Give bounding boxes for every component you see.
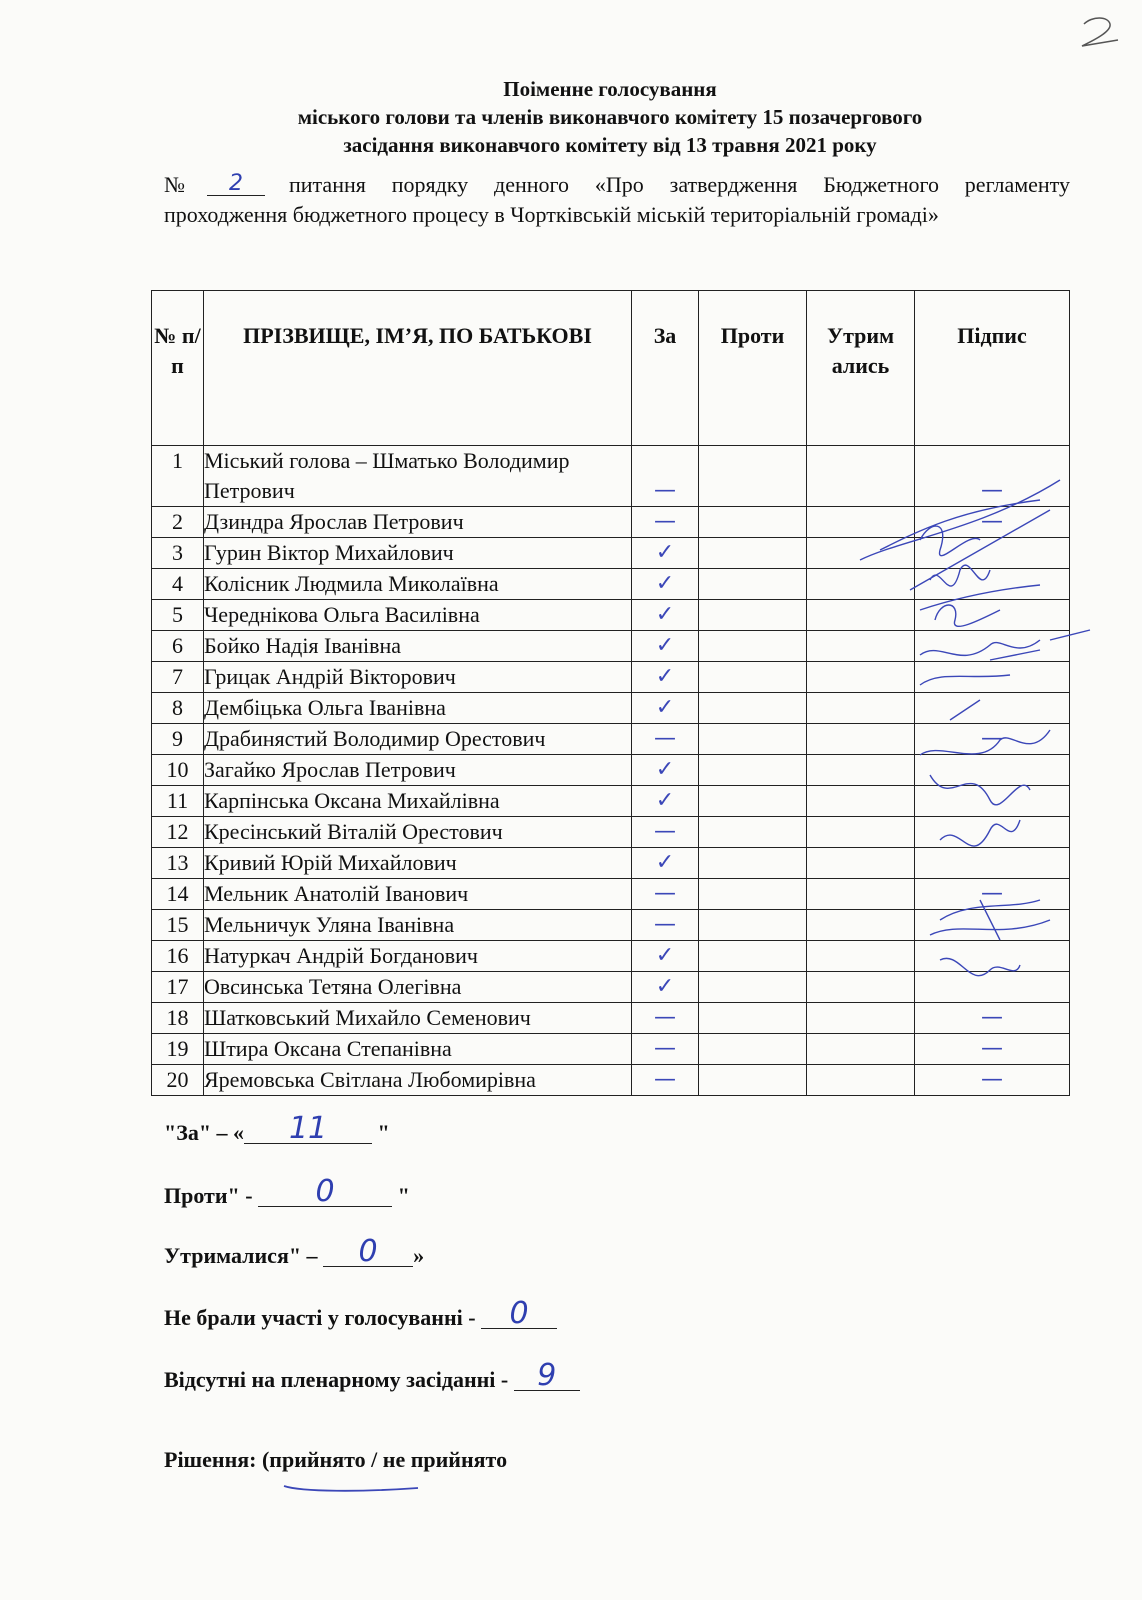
signature-cell — [915, 910, 1070, 941]
summary-decision-label: Рішення: (прийнято / не прийнято — [164, 1447, 508, 1472]
header-number: № п/ п — [152, 291, 204, 446]
member-name: Кресінський Віталій Орестович — [204, 817, 632, 848]
header-abstained: Утрим ались — [807, 291, 915, 446]
signature-cell — [915, 848, 1070, 879]
decision-underline-mark — [282, 1480, 422, 1499]
member-name: Кривий Юрій Михайлович — [204, 848, 632, 879]
member-name: Мельник Анатолій Іванович — [204, 879, 632, 910]
signature-cell — [915, 755, 1070, 786]
vote-for-mark: — — [632, 724, 699, 755]
vote-abstained-cell — [807, 817, 915, 848]
header-signature: Підпис — [915, 291, 1070, 446]
table-row — [152, 1003, 1070, 1034]
summary-not-voted — [164, 1296, 557, 1332]
member-name: Штира Оксана Степанівна — [204, 1034, 632, 1065]
signature-cell — [915, 693, 1070, 724]
vote-against-cell — [699, 817, 807, 848]
vote-for-mark: ✓ — [632, 662, 699, 693]
vote-abstained-cell — [807, 972, 915, 1003]
vote-against-cell — [699, 941, 807, 972]
vote-for-mark: ✓ — [632, 631, 699, 662]
vote-against-cell — [699, 972, 807, 1003]
table-row — [152, 693, 1070, 724]
table-row — [152, 1065, 1070, 1096]
signature-cell — [915, 817, 1070, 848]
vote-against-cell — [699, 848, 807, 879]
row-number: 9 — [152, 724, 204, 755]
row-number: 1 — [152, 446, 204, 507]
title-line-3: засідання виконавчого комітету від 13 травня 2021 року — [343, 133, 877, 157]
title-line-1: Поіменне голосування — [503, 77, 717, 101]
row-number: 10 — [152, 755, 204, 786]
vote-abstained-cell — [807, 446, 915, 507]
row-number: 19 — [152, 1034, 204, 1065]
vote-abstained-cell — [807, 910, 915, 941]
summary-for-label: "За" – « — [164, 1120, 245, 1145]
signature-cell: — — [915, 1003, 1070, 1034]
vote-abstained-cell — [807, 1003, 915, 1034]
vote-against-cell — [699, 910, 807, 941]
vote-against-cell — [699, 879, 807, 910]
table-row — [152, 941, 1070, 972]
summary-against — [164, 1174, 410, 1210]
row-number: 6 — [152, 631, 204, 662]
vote-for-mark: — — [632, 1003, 699, 1034]
vote-against-cell — [699, 662, 807, 693]
table-row — [152, 446, 1070, 507]
vote-table — [151, 290, 1070, 1096]
vote-for-mark: ✓ — [632, 569, 699, 600]
vote-for-mark: ✓ — [632, 972, 699, 1003]
summary-not-voted-label: Не брали участі у голосуванні - — [164, 1305, 482, 1330]
vote-for-mark: — — [632, 910, 699, 941]
member-name: Міський голова – Шматько Володимир Петрович — [204, 446, 632, 507]
vote-abstained-cell — [807, 693, 915, 724]
signature-cell: — — [915, 1065, 1070, 1096]
signature-cell: — — [915, 879, 1070, 910]
member-name: Гурин Віктор Михайлович — [204, 538, 632, 569]
vote-against-cell — [699, 631, 807, 662]
vote-abstained-cell — [807, 507, 915, 538]
table-row — [152, 631, 1070, 662]
vote-against-cell — [699, 755, 807, 786]
vote-abstained-cell — [807, 786, 915, 817]
table-row — [152, 538, 1070, 569]
table-row — [152, 786, 1070, 817]
table-header-row — [152, 291, 1070, 446]
vote-against-cell — [699, 724, 807, 755]
vote-abstained-cell — [807, 1065, 915, 1096]
member-name: Дзиндра Ярослав Петрович — [204, 507, 632, 538]
row-number: 3 — [152, 538, 204, 569]
signature-cell — [915, 972, 1070, 1003]
table-row — [152, 817, 1070, 848]
document-title — [140, 75, 1080, 159]
vote-for-mark: ✓ — [632, 848, 699, 879]
vote-for-mark: ✓ — [632, 941, 699, 972]
vote-for-mark: ✓ — [632, 600, 699, 631]
row-number: 8 — [152, 693, 204, 724]
vote-for-mark: — — [632, 879, 699, 910]
number-sign: № — [164, 172, 185, 197]
member-name: Грицак Андрій Вікторович — [204, 662, 632, 693]
vote-for-mark: — — [632, 1065, 699, 1096]
signature-cell: — — [915, 1034, 1070, 1065]
vote-abstained-cell — [807, 941, 915, 972]
table-row — [152, 910, 1070, 941]
vote-for-mark: — — [632, 1034, 699, 1065]
member-name: Натуркач Андрій Богданович — [204, 941, 632, 972]
vote-against-cell — [699, 538, 807, 569]
vote-against-cell — [699, 600, 807, 631]
table-row — [152, 600, 1070, 631]
row-number: 5 — [152, 600, 204, 631]
summary-abstained-label: Утрималися" – — [164, 1243, 324, 1268]
signature-cell — [915, 941, 1070, 972]
vote-against-cell — [699, 1034, 807, 1065]
vote-against-cell — [699, 1065, 807, 1096]
vote-abstained-cell — [807, 538, 915, 569]
row-number: 17 — [152, 972, 204, 1003]
member-name: Череднікова Ольга Василівна — [204, 600, 632, 631]
row-number: 18 — [152, 1003, 204, 1034]
summary-absent — [164, 1358, 580, 1394]
table-row — [152, 569, 1070, 600]
vote-abstained-cell — [807, 569, 915, 600]
table-row — [152, 972, 1070, 1003]
member-name: Овсинська Тетяна Олегівна — [204, 972, 632, 1003]
vote-abstained-cell — [807, 755, 915, 786]
row-number: 12 — [152, 817, 204, 848]
row-number: 14 — [152, 879, 204, 910]
signature-cell — [915, 600, 1070, 631]
vote-for-mark: — — [632, 507, 699, 538]
summary-against-value: 0 — [258, 1178, 392, 1207]
vote-for-mark: ✓ — [632, 693, 699, 724]
vote-abstained-cell — [807, 1034, 915, 1065]
table-row — [152, 662, 1070, 693]
agenda-text: питання порядку денного «Про затвердження Бюджетного регламенту проходження бюджетного процесу в Чортківській міській територіальній громаді» — [164, 172, 1070, 227]
signature-cell — [915, 631, 1070, 662]
vote-abstained-cell — [807, 662, 915, 693]
vote-abstained-cell — [807, 631, 915, 662]
vote-against-cell — [699, 446, 807, 507]
signature-cell: — — [915, 446, 1070, 507]
vote-abstained-cell — [807, 600, 915, 631]
member-name: Загайко Ярослав Петрович — [204, 755, 632, 786]
member-name: Бойко Надія Іванівна — [204, 631, 632, 662]
vote-abstained-cell — [807, 724, 915, 755]
signature-cell — [915, 786, 1070, 817]
summary-absent-label: Відсутні на пленарному засіданні - — [164, 1367, 514, 1392]
vote-against-cell — [699, 507, 807, 538]
question-number: 2 — [207, 173, 265, 196]
vote-for-mark: ✓ — [632, 755, 699, 786]
summary-abstained-end: » — [413, 1243, 425, 1268]
member-name: Колісник Людмила Миколаївна — [204, 569, 632, 600]
row-number: 15 — [152, 910, 204, 941]
row-number: 16 — [152, 941, 204, 972]
member-name: Мельничук Уляна Іванівна — [204, 910, 632, 941]
vote-abstained-cell — [807, 879, 915, 910]
header-for: За — [632, 291, 699, 446]
vote-for-mark: — — [632, 817, 699, 848]
row-number: 4 — [152, 569, 204, 600]
table-row — [152, 1034, 1070, 1065]
member-name: Драбинястий Володимир Орестович — [204, 724, 632, 755]
summary-for — [164, 1111, 390, 1147]
row-number: 7 — [152, 662, 204, 693]
summary-abstained — [164, 1234, 425, 1270]
summary-absent-value: 9 — [514, 1362, 580, 1391]
summary-decision — [164, 1446, 507, 1474]
vote-against-cell — [699, 569, 807, 600]
member-name: Карпінська Оксана Михайлівна — [204, 786, 632, 817]
header-against: Проти — [699, 291, 807, 446]
table-row — [152, 507, 1070, 538]
row-number: 13 — [152, 848, 204, 879]
row-number: 11 — [152, 786, 204, 817]
title-line-2: міського голови та членів виконавчого комітету 15 позачергового — [297, 105, 923, 129]
table-row — [152, 879, 1070, 910]
member-name: Яремовська Світлана Любомирівна — [204, 1065, 632, 1096]
signature-cell: — — [915, 724, 1070, 755]
vote-abstained-cell — [807, 848, 915, 879]
vote-against-cell — [699, 693, 807, 724]
vote-for-mark: — — [632, 446, 699, 507]
table-row — [152, 848, 1070, 879]
member-name: Дембіцька Ольга Іванівна — [204, 693, 632, 724]
table-row — [152, 755, 1070, 786]
member-name: Шатковський Михайло Семенович — [204, 1003, 632, 1034]
signature-cell — [915, 662, 1070, 693]
table-row — [152, 724, 1070, 755]
header-name: ПРІЗВИЩЕ, ІМ’Я, ПО БАТЬКОВІ — [204, 291, 632, 446]
summary-against-label: Проти" - — [164, 1183, 259, 1208]
page-number-mark — [1078, 14, 1128, 55]
summary-for-end: " — [372, 1120, 390, 1145]
vote-for-mark: ✓ — [632, 538, 699, 569]
vote-for-mark: ✓ — [632, 786, 699, 817]
summary-for-value: 11 — [244, 1115, 372, 1144]
summary-against-end: " — [392, 1183, 410, 1208]
summary-not-voted-value: 0 — [481, 1300, 557, 1329]
row-number: 2 — [152, 507, 204, 538]
signature-cell: — — [915, 507, 1070, 538]
row-number: 20 — [152, 1065, 204, 1096]
vote-against-cell — [699, 786, 807, 817]
signature-cell — [915, 538, 1070, 569]
signature-cell — [915, 569, 1070, 600]
summary-abstained-value: 0 — [323, 1238, 413, 1267]
agenda-item — [164, 170, 1070, 230]
vote-against-cell — [699, 1003, 807, 1034]
